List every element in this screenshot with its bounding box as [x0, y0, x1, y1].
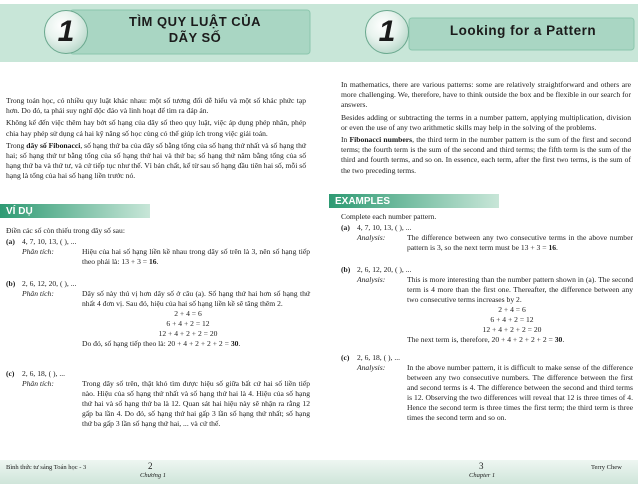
left-b-label: (b)	[6, 279, 16, 288]
left-title-line-2: DÃY SỐ	[168, 30, 222, 45]
right-c-label: (c)	[341, 353, 350, 362]
right-section-label: EXAMPLES	[335, 195, 391, 207]
right-intro-p3	[341, 135, 631, 176]
left-intro-p3-bold: dãy số Fibonacci	[26, 140, 81, 150]
left-a-analysis-label: Phân tích:	[22, 247, 54, 256]
right-intro-p2: Besides adding or subtracting the terms in a number pattern, applying multiplication, division or even the use of any two arithmetic skills may help in the solving of the problems.	[341, 112, 631, 132]
right-b-answer: 30	[554, 335, 563, 344]
left-b-answer: 30	[230, 339, 239, 348]
left-prompt: Điền các số còn thiếu trong dãy số sau:	[6, 226, 125, 235]
left-a-analysis-text: Hiệu của hai số hạng liền kề nhau trong dãy số trên là 3, nên số hạng tiếp theo phải là: 13 + 3 =	[82, 247, 310, 266]
right-b-seq: 2, 6, 12, 20, ( ), ...	[357, 265, 412, 274]
right-chapter-number: 1	[365, 10, 409, 54]
right-section-bar	[329, 194, 499, 208]
left-page-number: 2	[148, 461, 153, 471]
left-b-eq3: 12 + 4 + 2 + 2 = 20	[158, 329, 218, 338]
right-intro-p1: In mathematics, there are various patterns: some are relatively straightforward and others are more challenging. We, therefore, have to think outside the box and be flexible in our search for answers.	[341, 80, 631, 110]
right-title: Looking for a Pattern	[449, 23, 597, 38]
left-chapter-number: 1	[44, 10, 88, 54]
right-prompt: Complete each number pattern.	[341, 212, 437, 221]
right-b-eq3: 12 + 4 + 2 + 2 = 20	[482, 325, 542, 334]
right-a-analysis-text: The difference between any two consecutive terms in the above number pattern is 3, so the next term must be 13 + 3 =	[407, 233, 633, 252]
left-c-analysis-label: Phân tích:	[22, 379, 54, 388]
left-c-analysis-text: Trong dãy số trên, thật khó tìm được hiệu số giữa bất cứ hai số liền tiếp nào. Hiệu của số hạng thứ nhất và số hạng thứ hai là 4. Hiệu của số hạng thứ hai và số hạng thứ ba là 12. Quan sát hai hiệu này sẽ nhận ra rằng 12 gấp ba lần 4. Do đó, số hạng thứ hai gấp 3 lần số hạng thứ nhất; số hạng thứ ba gấp 3 lần số hạng thứ hai, ... và cứ thế.	[82, 379, 310, 428]
left-c-label: (c)	[6, 369, 15, 378]
right-c-analysis-text: In the above number pattern, it is difficult to make sense of the difference between any two consecutive numbers. The difference between the first and second terms is 4. The difference between the second and third terms is 12. Observing the two differences will reveal that 12 is three times of 4. Hence the second term is three times the first term; the third term is three times the second term and so on.	[407, 363, 633, 422]
left-b-tail: Do đó, số hạng tiếp theo là: 20 + 4 + 2 + 2 + 2 =	[82, 339, 231, 348]
left-section-bar	[0, 204, 150, 218]
right-b-tail: The next term is, therefore, 20 + 4 + 2 + 2 + 2 =	[407, 335, 555, 344]
right-a-analysis-label: Analysis:	[357, 233, 386, 242]
left-b-seq: 2, 6, 12, 20, ( ), ...	[22, 279, 77, 288]
left-c-seq: 2, 6, 18, ( ), ...	[22, 369, 66, 378]
left-b-eq2: 6 + 4 + 2 = 12	[166, 319, 210, 328]
left-b-eq1: 2 + 4 = 6	[174, 309, 202, 318]
left-title-line-1: TÌM QUY LUẬT CỦA	[129, 14, 261, 29]
left-example-a: (a) 4, 7, 10, 13, ( ), ... Phân tích: Hiệu của hai số hạng liền kề nhau trong dãy số trên là 3, nên số hạng tiếp theo phải là: 13 + 3 = 16.	[6, 237, 310, 266]
left-footer	[0, 460, 319, 484]
left-section-label: VÍ DỤ	[6, 205, 33, 217]
left-intro-p3-pre: Trong	[6, 140, 27, 150]
left-title	[100, 14, 290, 46]
right-page	[319, 0, 638, 484]
right-intro	[341, 80, 631, 178]
left-a-seq: 4, 7, 10, 13, ( ), ...	[22, 237, 77, 246]
left-b-analysis-label: Phân tích:	[22, 289, 54, 298]
left-intro-p3	[6, 141, 306, 182]
right-example-a: (a) 4, 7, 10, 13, ( ), ... Analysis: The difference between any two consecutive terms in the above number pattern is 3, so the next term must be 13 + 3 = 16.	[341, 223, 633, 252]
left-a-label: (a)	[6, 237, 15, 246]
right-example-c	[341, 353, 633, 423]
right-chapter-label: Chapter 1	[469, 472, 496, 479]
right-intro-p3-bold: Fibonacci numbers	[349, 135, 413, 145]
right-b-label: (b)	[341, 265, 351, 274]
right-b-eq1: 2 + 4 = 6	[498, 305, 526, 314]
left-example-b: (b) 2, 6, 12, 20, ( ), ... Phân tích: Dãy số này thú vị hơn dãy số ở câu (a). Số hạng thứ hai hơn số hạng thứ nhất 4 đơn vị. Sau đó, hiệu của hai số hạng liền kề sẽ tăng thêm 2. 2 + 4 = 6 6 + 4 + 2 = 12 12 + 4 + 2 + 2 = 20 Do đó, số hạng tiếp theo là: 20 + 4 + 2 + 2 + 2 = 30.	[6, 279, 310, 348]
right-c-analysis-label: Analysis:	[357, 363, 386, 372]
right-b-analysis-label: Analysis:	[357, 275, 386, 284]
right-example-b: (b) 2, 6, 12, 20, ( ), ... Analysis: This is more interesting than the number pattern shown in (a). The second term is 4 more than the first one. Thereafter, the difference between any two consecutive terms increases by 2. 2 + 4 = 6 6 + 4 + 2 = 12 12 + 4 + 2 + 2 = 20 The next term is, therefore, 20 + 4 + 2 + 2 + 2 = 30.	[341, 265, 633, 344]
right-footer	[319, 460, 638, 484]
right-b-analysis-text: This is more interesting than the number pattern shown in (a). The second term is 4 more than the first one. Thereafter, the difference between any two consecutive terms increases by 2.	[407, 275, 633, 304]
right-intro-p3-pre: In	[341, 135, 350, 145]
left-chapter-label: Chương 1	[140, 472, 166, 479]
right-a-seq: 4, 7, 10, 13, ( ), ...	[357, 223, 412, 232]
left-intro-p3-post: , số hạng thứ ba của dãy số bằng tổng của số hạng thứ nhất và số hạng thứ hai; số hạng thứ tư bằng tổng của số hạng thứ hai và thứ ba; số hạng thứ năm bằng tổng của số hạng thứ ba và thứ tư, và cứ tiếp tục như thế. Vì bản chất, kể từ sau số hạng đầu tiên hai số, mỗi số hạng là tổng của hai số hạng liền trước nó.	[6, 140, 307, 181]
left-intro-p2: Không kể đến việc thêm hay bớt số hạng của dãy số theo quy luật, việc áp dụng phép nhân, phép chia hay phép sử dụng cả hai kỹ năng số học cùng có thể giúp ích trong việc giải toán.	[6, 118, 306, 138]
left-intro-p1: Trong toán học, có nhiều quy luật khác nhau: một số tương đối dễ hiểu và một số khác phức tạp hơn. Do đó, ta phải suy nghĩ độc đáo và linh hoạt để tìm ra đáp án.	[6, 96, 306, 116]
right-intro-p3-post: , the third term in the number pattern is the sum of the first and second terms; the fourth term is the sum of the second and third terms; the fifth term is the sum of the third and fourth terms, and so on. In essence, each term, after the first two terms, is the sum of the two preceding terms.	[341, 135, 632, 175]
right-page-number: 3	[479, 461, 484, 471]
left-a-answer: 16	[148, 257, 157, 266]
left-b-analysis-text: Dãy số này thú vị hơn dãy số ở câu (a). Số hạng thứ hai hơn số hạng thứ nhất 4 đơn vị. Sau đó, hiệu của hai số hạng liền kề sẽ tăng thêm 2.	[82, 289, 310, 308]
right-a-label: (a)	[341, 223, 350, 232]
right-a-answer: 16	[548, 243, 557, 252]
right-c-seq: 2, 6, 18, ( ), ...	[357, 353, 401, 362]
left-intro	[6, 96, 306, 184]
right-footer-author: Terry Chew	[591, 464, 622, 471]
left-footer-text: Bình thức tư sáng Toán học - 3	[6, 464, 87, 471]
right-b-eq2: 6 + 4 + 2 = 12	[490, 315, 534, 324]
left-example-c	[6, 369, 310, 429]
